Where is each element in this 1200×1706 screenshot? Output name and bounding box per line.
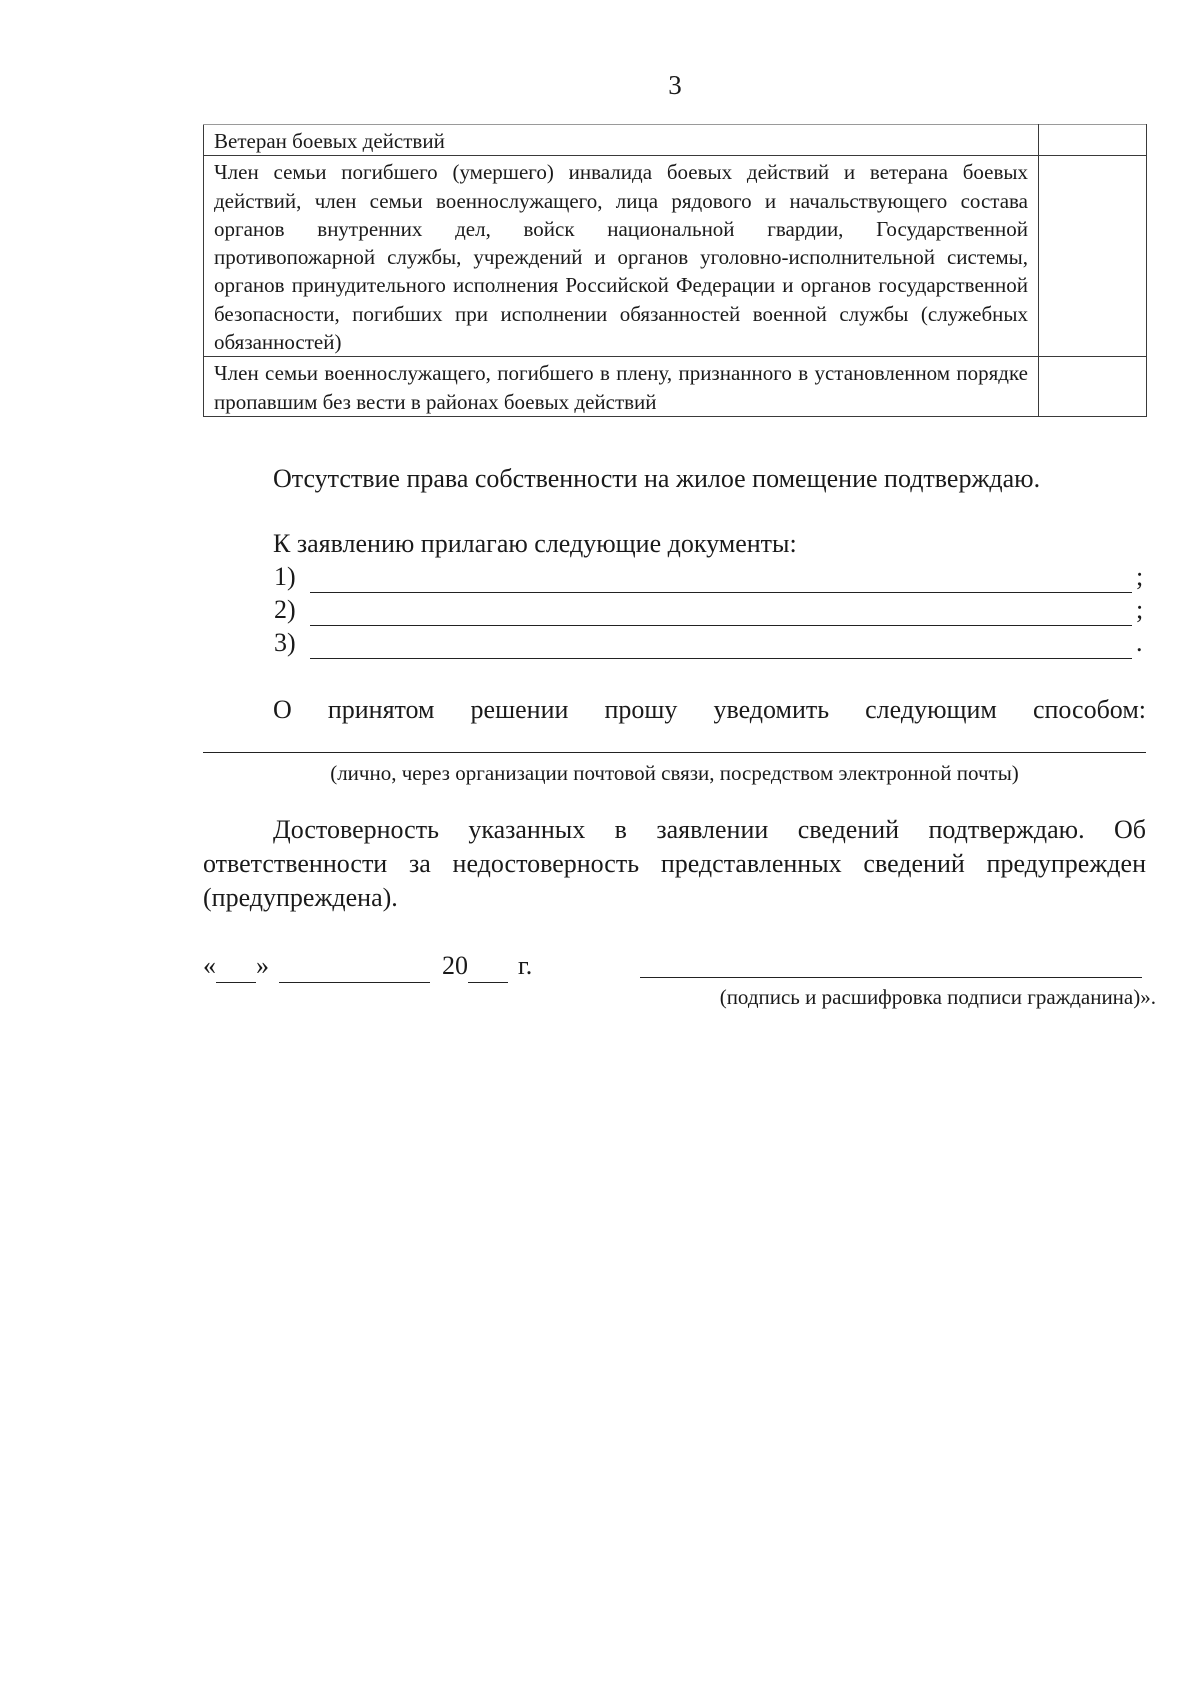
attachment-number: 1) (274, 562, 296, 591)
attachment-blank[interactable] (310, 634, 1132, 659)
date-close-quote: » (256, 951, 269, 980)
signature-line[interactable] (640, 977, 1142, 978)
year-prefix: 20 (442, 951, 468, 980)
table-row (204, 125, 1147, 156)
attachment-terminator: ; (1136, 595, 1144, 624)
year-blank[interactable] (468, 956, 508, 983)
page-number: 3 (668, 70, 682, 100)
attachment-number: 2) (274, 595, 296, 624)
category-label: Ветеран боевых действий (204, 125, 1039, 156)
day-blank[interactable] (216, 956, 256, 983)
ownership-statement: Отсутствие права собственности на жилое помещение подтверждаю. (273, 464, 1041, 493)
attachment-number: 3) (274, 628, 296, 657)
date-field (203, 947, 532, 983)
category-mark-cell[interactable] (1039, 357, 1147, 417)
attachment-line-2 (274, 593, 1146, 626)
category-mark-cell[interactable] (1039, 125, 1147, 156)
notification-method-blank[interactable] (203, 752, 1146, 753)
date-open-quote: « (203, 951, 216, 980)
attachment-line-1 (274, 560, 1146, 593)
attachment-terminator: . (1136, 628, 1143, 657)
attachment-terminator: ; (1136, 562, 1144, 591)
category-label: Член семьи погибшего (умершего) инвалида боевых действий и ветерана боевых действий, член семьи военнослужащего, лица рядового и начальствующего состава органов внутренних дел, войск национальной гвардии, Государственной противопожарной службы, учреждений и органов уголовно-исполнительной системы, органов принудительного исполнения Российской Федерации и органов государственной безопасности, погибших при исполнении обязанностей военной службы (служебных обязанностей) (204, 156, 1039, 357)
table-row (204, 156, 1147, 357)
notification-request: О принятом решении прошу уведомить следующим способом: (273, 695, 1146, 724)
year-suffix: г. (518, 951, 533, 980)
table-row (204, 357, 1147, 417)
signature-caption: (подпись и расшифровка подписи гражданина)». (719, 985, 1156, 1009)
category-label: Член семьи военнослужащего, погибшего в плену, признанного в установленном порядке пропавшим без вести в районах боевых действий (204, 357, 1039, 417)
categories-table (203, 124, 1147, 417)
certification-paragraph: Достоверность указанных в заявлении сведений подтверждаю. Об ответственности за недостоверность представленных сведений предупрежден (предупреждена). (203, 815, 1146, 912)
attachment-line-3 (274, 626, 1146, 659)
attachment-blank[interactable] (310, 601, 1132, 626)
attachments-heading: К заявлению прилагаю следующие документы: (273, 529, 797, 558)
category-mark-cell[interactable] (1039, 156, 1147, 357)
attachment-blank[interactable] (310, 568, 1132, 593)
month-blank[interactable] (279, 956, 430, 983)
notification-caption: (лично, через организации почтовой связи, посредством электронной почты) (330, 761, 1019, 785)
